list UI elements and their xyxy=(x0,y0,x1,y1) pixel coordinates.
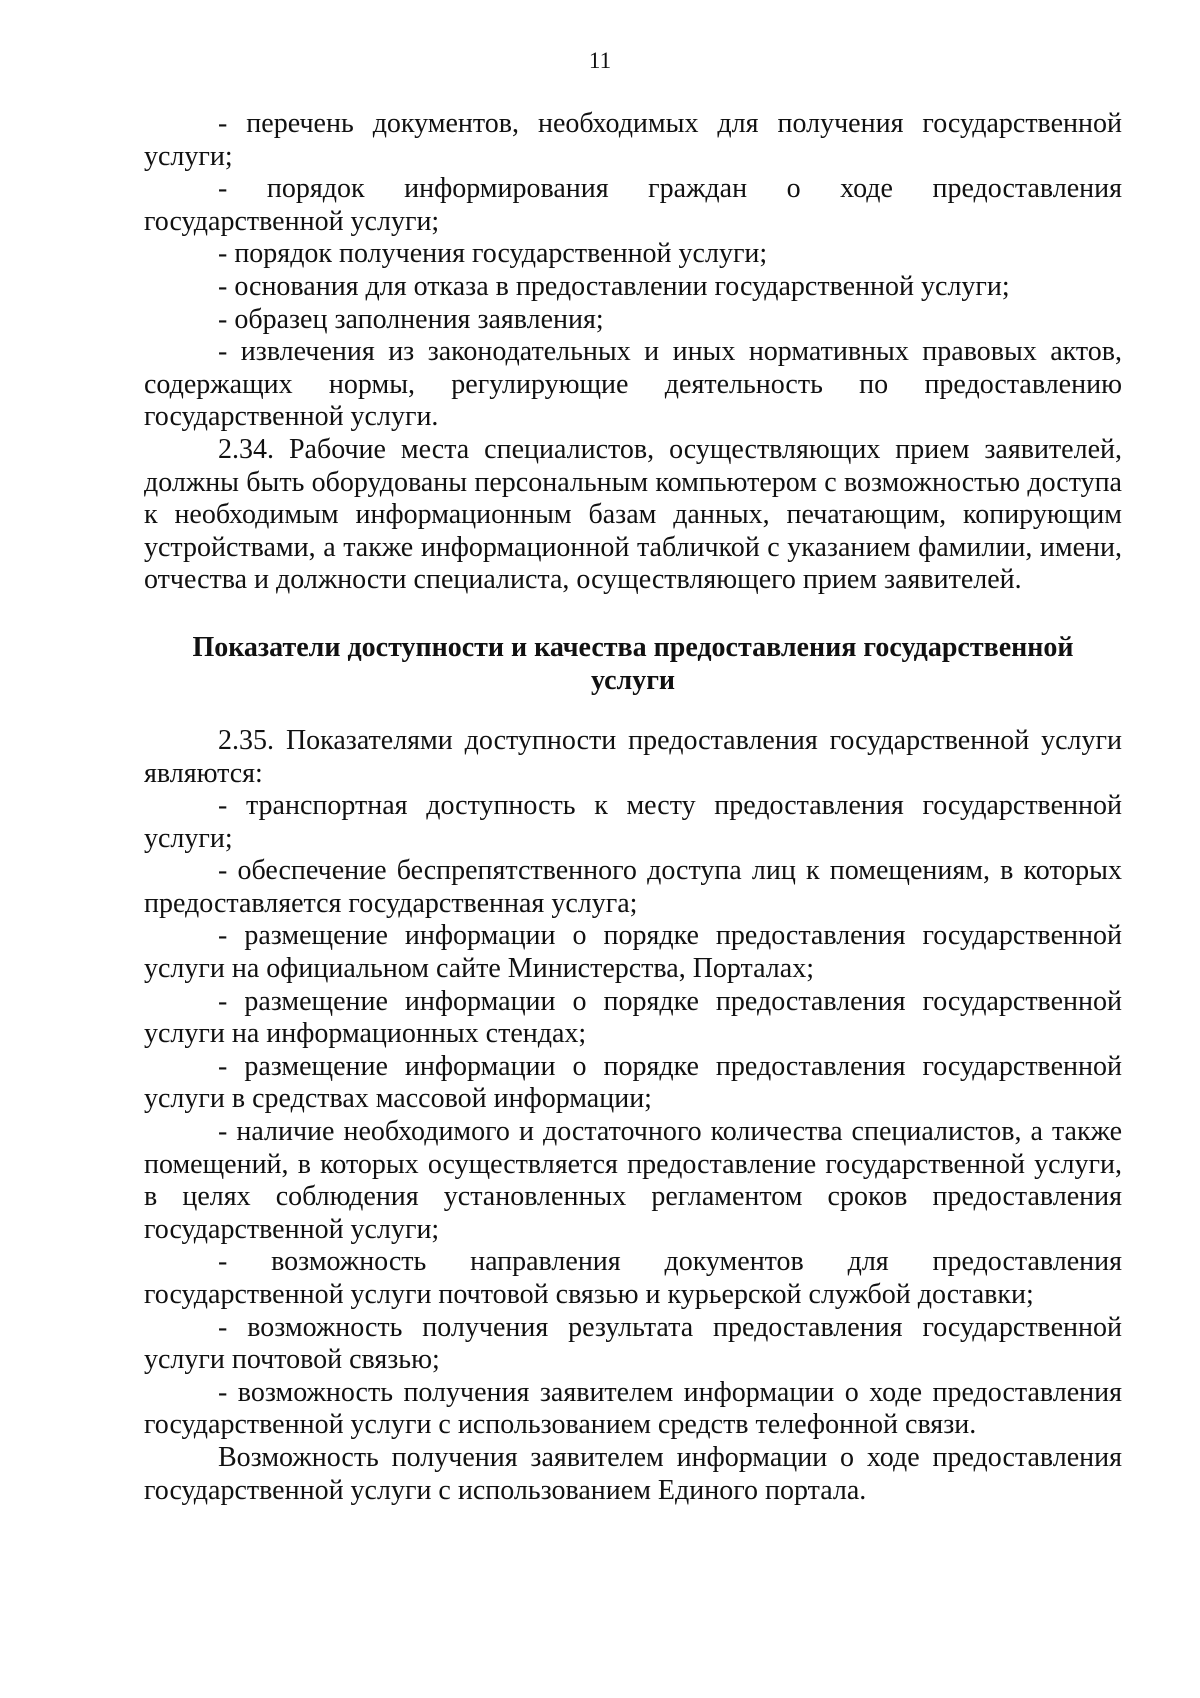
list-item-obtaining-order: - порядок получения государственной услуги; xyxy=(218,238,768,270)
document-body xyxy=(144,108,1122,1507)
list-item-form-sample: - образец заполнения заявления; xyxy=(218,303,604,335)
list-item-documents: - перечень документов, необходимых для получения государственной услуги; xyxy=(144,108,1122,172)
list-item-unobstructed-access: - обеспечение беспрепятственного доступа лиц к помещениям, в которых предоставляется государственная услуга; xyxy=(144,855,1122,919)
list-item-info-media: - размещение информации о порядке предоставления государственной услуги в средствах массовой информации; xyxy=(144,1050,1122,1115)
list-item-refusal-grounds: - основания для отказа в предоставлении государственной услуги; xyxy=(218,270,1010,302)
list-item-staff-premises: - наличие необходимого и достаточного количества специалистов, а также помещений, в которых осуществляется предоставление государственной услуги, в целях соблюдения установленных регламентом сроков предоставления государственной услуги; xyxy=(144,1116,1122,1245)
list-item-phone-info: - возможность получения заявителем информации о ходе предоставления государственной услуги с использованием средств телефонной связи. xyxy=(144,1376,1122,1441)
list-item-legal-extracts: - извлечения из законодательных и иных нормативных правовых актов, содержащих нормы, регулирующие деятельность по предоставлению государственной услуги. xyxy=(144,336,1122,433)
paragraph-2-35: 2.35. Показателями доступности предоставления государственной услуги являются: xyxy=(144,724,1122,789)
list-item-postal-result: - возможность получения результата предоставления государственной услуги почтовой связью; xyxy=(144,1311,1122,1376)
paragraph-unified-portal: Возможность получения заявителем информации о ходе предоставления государственной услуги с использованием Единого портала. xyxy=(144,1441,1122,1506)
list-item-informing-order: - порядок информирования граждан о ходе предоставления государственной услуги; xyxy=(144,173,1122,237)
page-number: 11 xyxy=(588,48,612,73)
list-item-info-website: - размещение информации о порядке предоставления государственной услуги на официальном сайте Министерства, Порталах; xyxy=(144,920,1122,985)
list-item-postal-submission: - возможность направления документов для предоставления государственной услуги почтовой связью и курьерской службой доставки; xyxy=(144,1246,1122,1310)
list-item-info-stands: - размещение информации о порядке предоставления государственной услуги на информационных стендах; xyxy=(144,985,1122,1050)
list-item-transport-access: - транспортная доступность к месту предоставления государственной услуги; xyxy=(144,790,1122,854)
section-heading: Показатели доступности и качества предоставления государственной услуги xyxy=(192,631,1074,696)
paragraph-2-34: 2.34. Рабочие места специалистов, осуществляющих прием заявителей, должны быть оборудованы персональным компьютером с возможностью доступа к необходимым информационным базам данных, печатающим, копирующим устройствами, а также информационной табличкой с указанием фамилии, имени, отчества и должности специалиста, осуществляющего прием заявителей. xyxy=(144,433,1122,596)
